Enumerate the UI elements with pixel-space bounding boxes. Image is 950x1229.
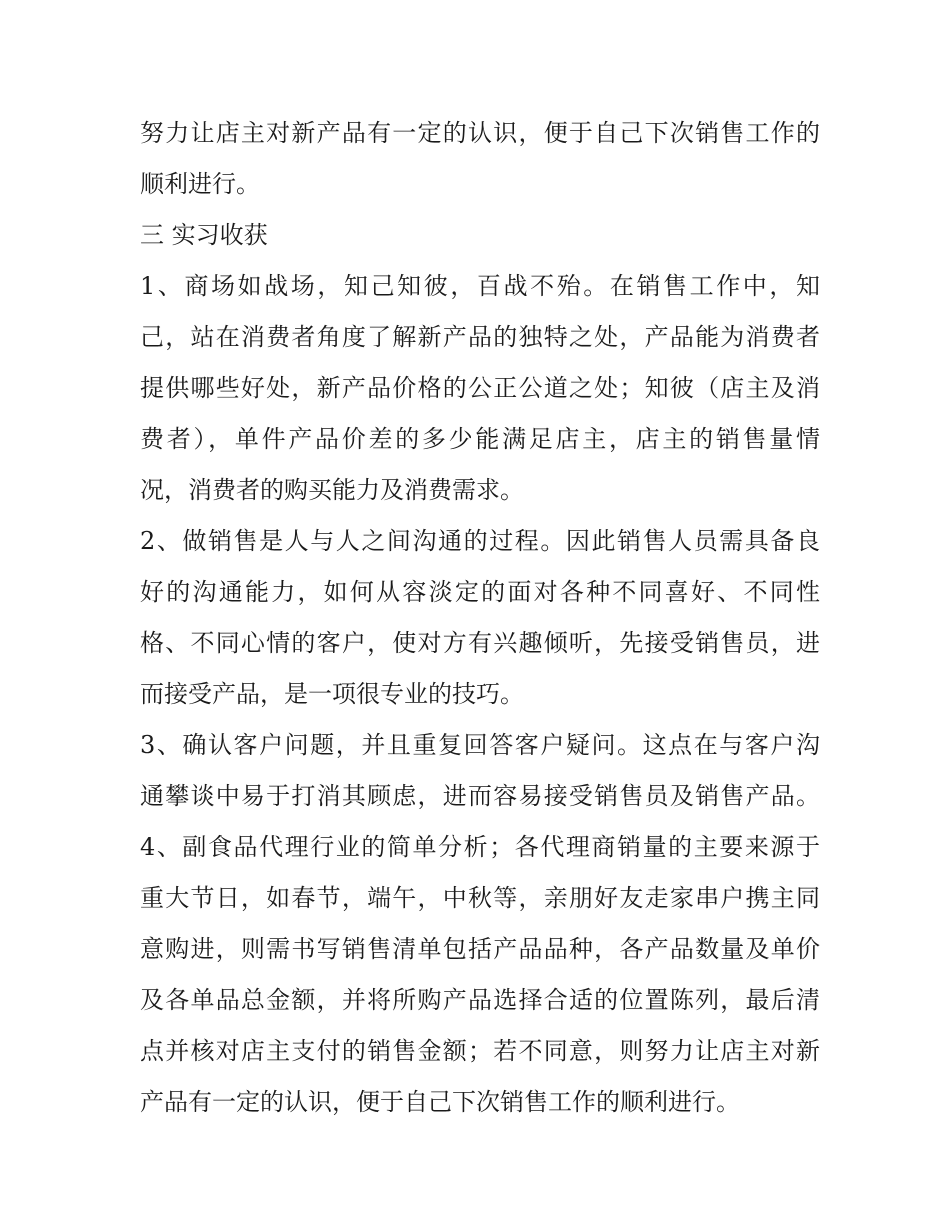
text-line: 通攀谈中易于打消其顾虑，进而容易接受销售员及销售产品。 [140,782,820,810]
text-line: 2、做销售是人与人之间沟通的过程。因此销售人员需具备良 [140,527,820,555]
text-line: 好的沟通能力，如何从容淡定的面对各种不同喜好、不同性 [140,578,820,606]
text-line: 3、确认客户问题，并且重复回答客户疑问。这点在与客户沟 [140,731,820,759]
text-line: 努力让店主对新产品有一定的认识，便于自己下次销售工作的 [140,119,820,147]
text-line: 格、不同心情的客户，使对方有兴趣倾听，先接受销售员，进 [140,629,820,657]
text-line: 顺利进行。 [140,170,260,198]
text-line: 己，站在消费者角度了解新产品的独特之处，产品能为消费者 [140,323,820,351]
body-text [140,108,820,1128]
text-line: 点并核对店主支付的销售金额；若不同意，则努力让店主对新 [140,1037,820,1065]
text-line: 而接受产品，是一项很专业的技巧。 [140,680,524,708]
text-line: 及各单品总金额，并将所购产品选择合适的位置陈列，最后清 [140,986,820,1014]
section-heading: 三 实习收获 [140,221,268,249]
text-line: 提供哪些好处，新产品价格的公正公道之处；知彼（店主及消 [140,374,820,402]
text-line: 产品有一定的认识，便于自己下次销售工作的顺利进行。 [140,1088,740,1116]
text-line: 1、商场如战场，知己知彼，百战不殆。在销售工作中，知 [140,272,820,300]
text-line: 4、副食品代理行业的简单分析；各代理商销量的主要来源于 [140,833,820,861]
text-line: 费者），单件产品价差的多少能满足店主，店主的销售量情 [140,425,820,453]
text-line: 况，消费者的购买能力及消费需求。 [140,476,524,504]
text-line: 重大节日，如春节，端午，中秋等，亲朋好友走家串户携主同 [140,884,820,912]
text-line: 意购进，则需书写销售清单包括产品品种，各产品数量及单价 [140,935,820,963]
